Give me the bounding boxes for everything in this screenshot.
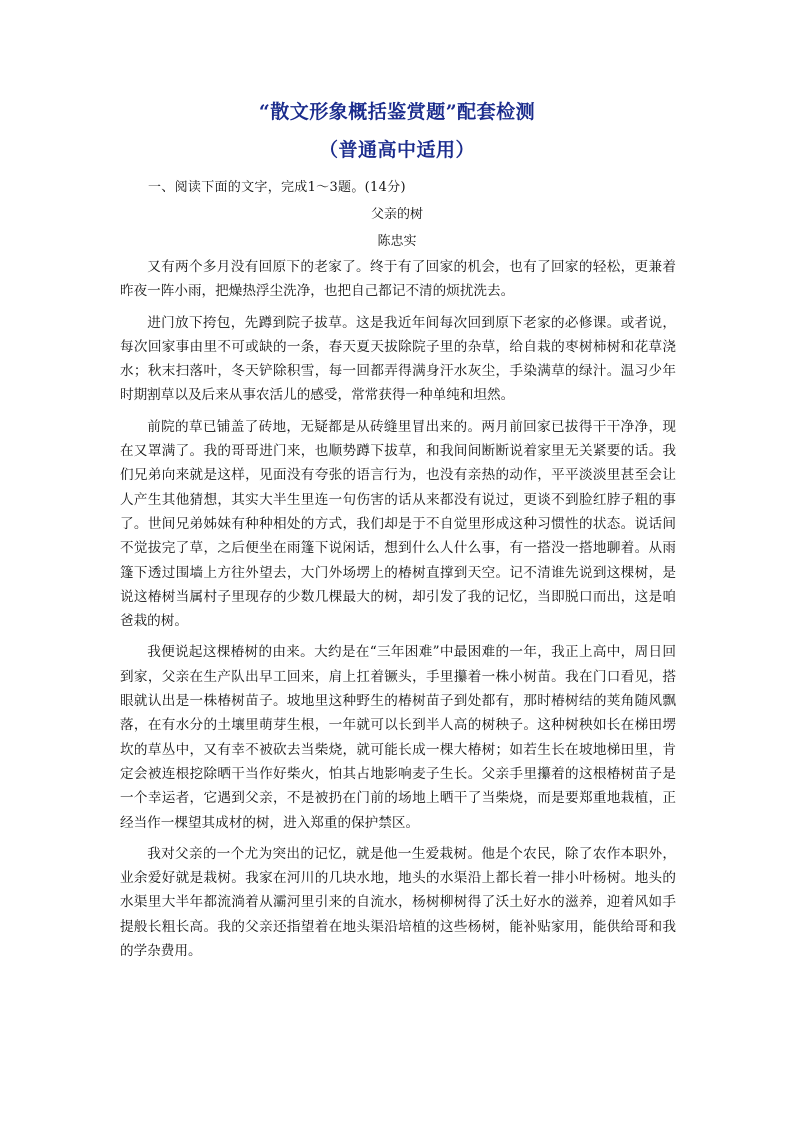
section-heading: 一、阅读下面的文字，完成1～3题。(14分) (148, 180, 406, 195)
document-title: “散文形象概括鉴赏题”配套检测 (258, 101, 536, 123)
paragraph: 前院的草已铺盖了砖地，无疑都是从砖缝里冒出来的。两月前回家已拔得干干净净，现在又罩满了。我的哥哥进门来，也顺势蹲下拔草，和我间间断断说着家里无关紧要的话。我们兄弟向来就是这样，见面没有夸张的语言行为，也没有亲热的动作，平平淡淡里甚至会让人产生其他猜想，其实大半生里连一句伤害的话从来都没有说过，更谈不到脸红脖子粗的事了。世间兄弟姊妹有种种相处的方式，我们却是于不自觉里形成这种习惯性的状态。说话间不觉拔完了草，之后便坐在雨篷下说闲话，想到什么人什么事，有一搭没一搭地聊着。从雨篷下透过围墙上方往外望去，大门外场塄上的椿树直撑到天空。记不清谁先说到这棵树，是说这椿树当属村子里现存的少数几棵最大的树，却引发了我的记忆，当即脱口而出，这是咱爸栽的树。 (120, 418, 676, 630)
paragraph: 我便说起这棵椿树的由来。大约是在“三年困难”中最困难的一年，我正上高中，周日回到家，父亲在生产队出早工回来，肩上扛着镢头，手里攥着一株小树苗。我在门口看见，搭眼就认出是一株椿树苗子。坡地里这种野生的椿树苗子到处都有，那时椿树结的荚角随风飘落，在有水分的土壤里萌芽生根，一年就可以长到半人高的树秧子。这种树秧如长在梯田塄坎的草丛中，又有幸不被砍去当柴烧，就可能长成一棵大椿树；如若生长在坡地梯田里，肯定会被连根挖除晒干当作好柴火，怕其占地影响麦子生长。父亲手里攥着的这根椿树苗子是一个幸运者，它遇到父亲，不是被扔在门前的场地上晒干了当柴烧，而是要郑重地栽植，正经当作一棵望其成材的树，进入郑重的保护禁区。 (120, 644, 676, 831)
article-title: 父亲的树 (370, 207, 423, 222)
paragraph: 进门放下挎包，先蹲到院子拔草。这是我近年间每次回到原下老家的必修课。或者说，每次回家事由里不可或缺的一条，春天夏天拔除院子里的杂草，给自栽的枣树柿树和花草浇水；秋末扫落叶，冬天铲除积雪，每一回都弄得满身汗水灰尘，手染满草的绿汁。温习少年时期割草以及后来从事农活儿的感受，常常获得一种单纯和坦然。 (120, 314, 676, 404)
article-author: 陈忠实 (377, 234, 417, 249)
paragraph: 又有两个多月没有回原下的老家了。终于有了回家的机会，也有了回家的轻松，更兼着昨夜一阵小雨，把燥热浮尘洗净，也把自己都记不清的烦扰洗去。 (120, 259, 676, 300)
document-subtitle: （普通高中适用） (318, 139, 475, 161)
article-body (120, 255, 676, 970)
paragraph: 我对父亲的一个尤为突出的记忆，就是他一生爱栽树。他是个农民，除了农作本职外，业余爱好就是栽树。我家在河川的几块水地，地头的水渠沿上都长着一排小叶杨树。地头的水渠里大半年都流淌着从灞河里引来的自流水，杨树柳树得了沃土好水的滋养，迎着风如手提般长粗长高。我的父亲还指望着在地头渠沿培植的这些杨树，能补贴家用，能供给哥和我的学杂费用。 (120, 845, 676, 960)
